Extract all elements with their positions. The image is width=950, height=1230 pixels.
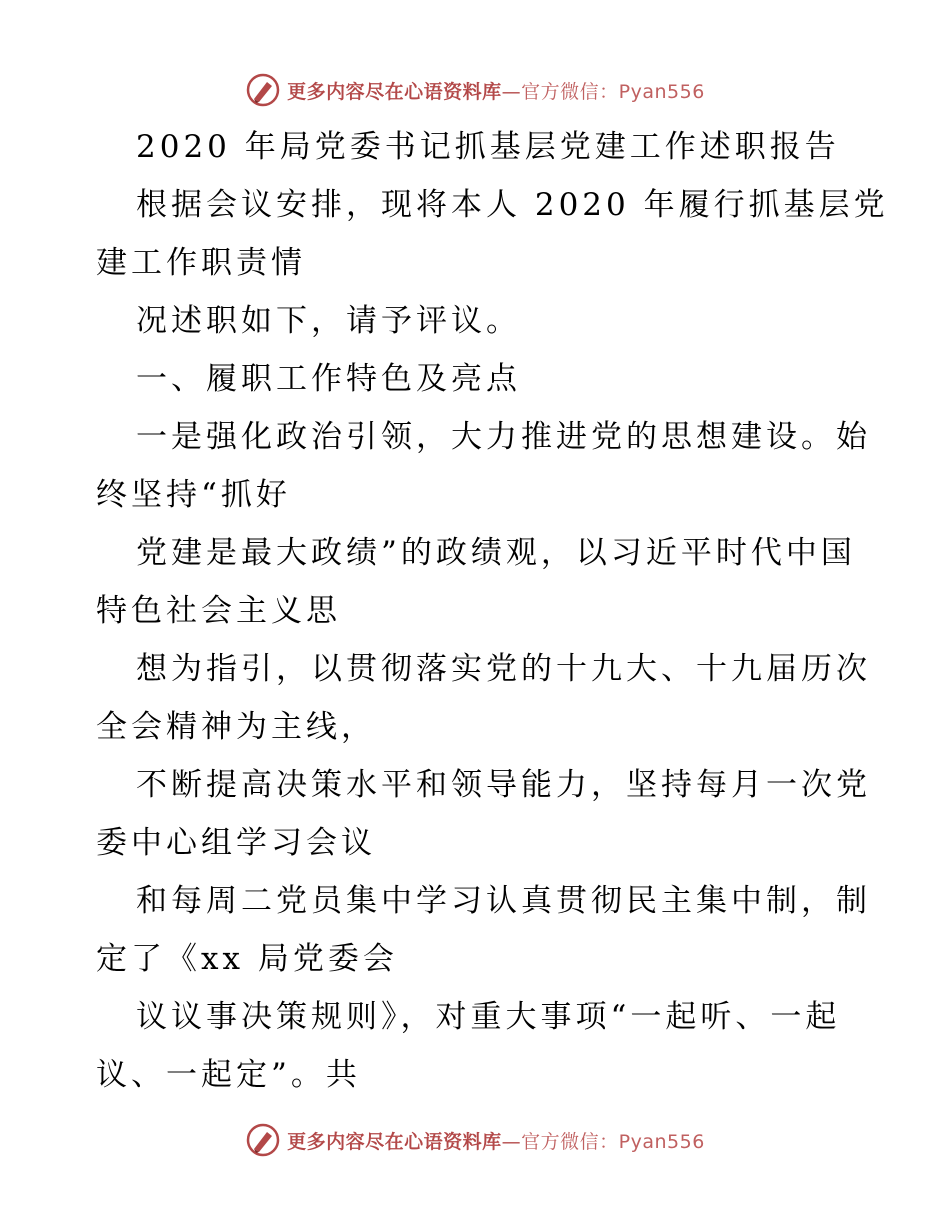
banner-separator: — — [501, 80, 522, 103]
text-line: 建工作职责情 — [96, 245, 306, 281]
banner-main-text: 更多内容尽在心语资料库 — [287, 1130, 502, 1153]
text-line: 根据会议安排，现将本人 2020 年履行抓基层党 — [136, 187, 889, 223]
text-line: 委中心组学习会议 — [96, 825, 376, 861]
pen-logo-icon — [245, 72, 281, 108]
banner-wechat-text: 官方微信：Pyan556 — [521, 1130, 705, 1153]
text-line: 全会精神为主线， — [96, 709, 376, 745]
banner-separator: — — [501, 1130, 522, 1153]
banner-text — [287, 77, 705, 104]
text-line: 想为指引，以贯彻落实党的十九大、十九届历次 — [136, 651, 871, 687]
text-line: 一是强化政治引领，大力推进党的思想建设。始 — [136, 419, 871, 455]
text-line: 定了《xx 局党委会 — [96, 941, 398, 977]
text-line: 党建是最大政绩”的政绩观，以习近平时代中国 — [136, 535, 856, 571]
header-banner — [0, 68, 950, 112]
document-body — [96, 118, 889, 1104]
text-line: 终坚持“抓好 — [96, 477, 291, 513]
text-line: 议、一起定”。共 — [96, 1057, 361, 1093]
banner-wechat-text: 官方微信：Pyan556 — [521, 80, 705, 103]
text-line: 和每周二党员集中学习认真贯彻民主集中制，制 — [136, 883, 871, 919]
banner-main-text: 更多内容尽在心语资料库 — [287, 80, 502, 103]
text-line: 况述职如下，请予评议。 — [136, 303, 521, 339]
text-line: 2020 年局党委书记抓基层党建工作述职报告 — [136, 129, 840, 165]
text-line: 议议事决策规则》，对重大事项“一起听、一起 — [136, 999, 841, 1035]
footer-banner — [0, 1118, 950, 1162]
pen-logo-icon — [245, 1122, 281, 1158]
banner-text — [287, 1127, 705, 1154]
text-line: 不断提高决策水平和领导能力，坚持每月一次党 — [136, 767, 871, 803]
text-line: 特色社会主义思 — [96, 593, 341, 629]
text-line: 一、履职工作特色及亮点 — [136, 361, 521, 397]
